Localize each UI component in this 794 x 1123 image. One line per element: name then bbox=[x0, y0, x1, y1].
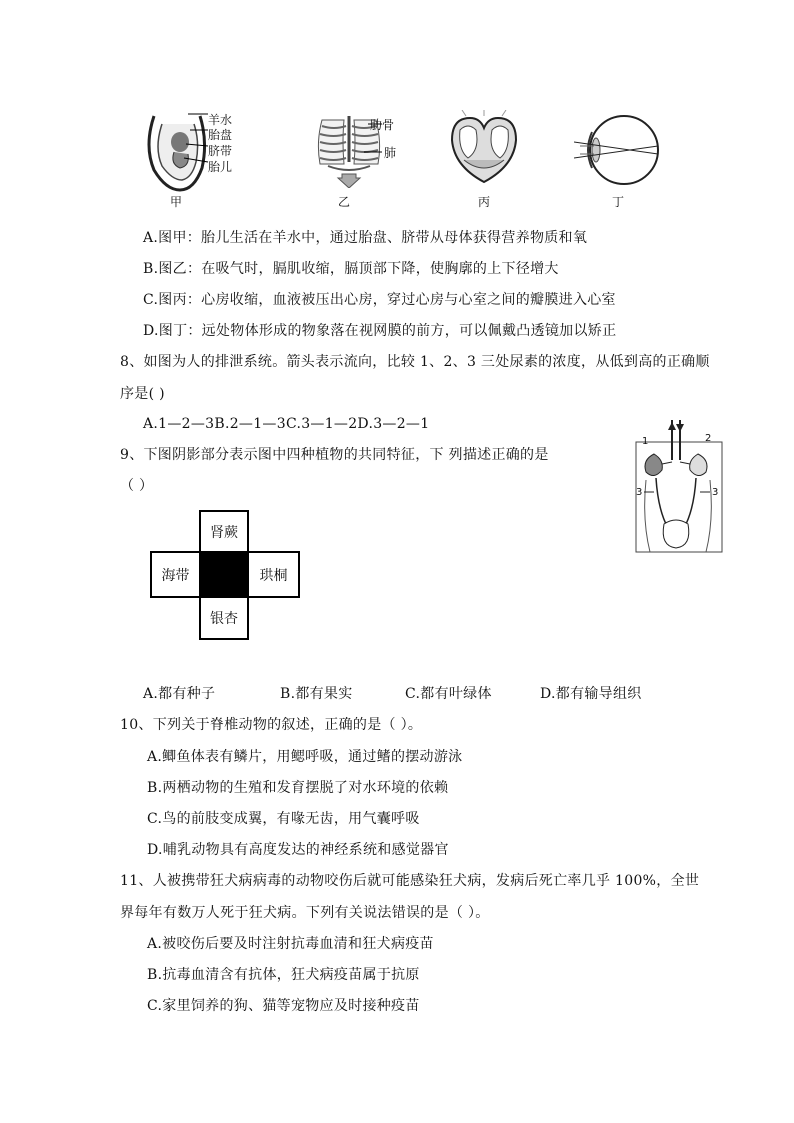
q11-stem-line1: 11、人被携带狂犬病病毒的动物咬伤后就可能感染狂犬病，发病后死亡率几乎 100%，全世 bbox=[120, 873, 700, 889]
label-ribs: 肋骨 bbox=[370, 118, 395, 132]
q10-option-a: A.鲫鱼体表有鳞片，用鳃呼吸，通过鳍的摆动游泳 bbox=[147, 749, 463, 765]
label-1: 1 bbox=[642, 436, 649, 447]
label-placenta: 胎盘 bbox=[208, 128, 233, 142]
caption-bing: 丙 bbox=[478, 195, 491, 209]
q10-option-b: B.两栖动物的生殖和发育摆脱了对水环境的依赖 bbox=[147, 780, 449, 796]
label-amniotic-fluid: 羊水 bbox=[208, 113, 233, 127]
label-2: 2 bbox=[705, 433, 712, 444]
q8-stem-line1: 8、如图为人的排泄系统。箭头表示流向，比较 1、2、3 三处尿素的浓度，从低到高的正确顺 bbox=[120, 354, 710, 370]
q11-option-a: A.被咬伤后要及时注射抗毒血清和狂犬病疫苗 bbox=[147, 936, 434, 952]
q11-stem-line2: 界每年有数万人死于狂犬病。下列有关说法错误的是（ ）。 bbox=[120, 905, 490, 921]
q9-option-b: B.都有果实 bbox=[280, 686, 353, 702]
q11-option-b: B.抗毒血清含有抗体，狂犬病疫苗属于抗原 bbox=[147, 967, 420, 983]
caption-jia: 甲 bbox=[170, 195, 183, 209]
plant-box-bottom: 银杏 bbox=[199, 596, 249, 640]
q7-option-b: B.图乙：在吸气时，膈肌收缩，膈顶部下降，使胸廓的上下径增大 bbox=[143, 261, 559, 277]
q7-option-a: A.图甲：胎儿生活在羊水中，通过胎盘、脐带从母体获得营养物质和氧 bbox=[143, 230, 588, 246]
q9-option-c: C.都有叶绿体 bbox=[405, 686, 492, 702]
q8-stem-line2: 序是( ) bbox=[120, 386, 165, 402]
label-umbilical-cord: 脐带 bbox=[208, 144, 233, 158]
q7-option-d: D.图丁：远处物体形成的物象落在视网膜的前方，可以佩戴凸透镜加以矫正 bbox=[143, 323, 617, 339]
caption-yi: 乙 bbox=[338, 195, 351, 209]
label-fetus: 胎儿 bbox=[208, 160, 233, 174]
shaded-common-feature bbox=[199, 551, 249, 598]
q10-option-c: C.鸟的前肢变成翼，有喙无齿，用气囊呼吸 bbox=[147, 811, 420, 827]
q9-stem-line2: （ ） bbox=[120, 478, 154, 494]
q11-option-c: C.家里饲养的狗、猫等宠物应及时接种疫苗 bbox=[147, 998, 420, 1014]
q10-stem: 10、下列关于脊椎动物的叙述，正确的是（ ）。 bbox=[120, 717, 423, 733]
label-lung: 肺 bbox=[384, 146, 397, 160]
caption-ding: 丁 bbox=[612, 195, 625, 209]
q9-option-d: D.都有输导组织 bbox=[540, 686, 642, 702]
q9-option-a: A.都有种子 bbox=[143, 686, 216, 702]
q8-options: A.1—2—3B.2—1—3C.3—1—2D.3—2—1 bbox=[143, 416, 430, 432]
plant-box-left: 海带 bbox=[150, 551, 201, 598]
q7-option-c: C.图丙：心房收缩，血液被压出心房，穿过心房与心室之间的瓣膜进入心室 bbox=[143, 292, 616, 308]
eye-figure bbox=[574, 110, 660, 190]
q9-stem-line1: 9、下图阴影部分表示图中四种植物的共同特征，下 列描述正确的是 bbox=[120, 447, 549, 463]
label-3-right: 3 bbox=[712, 487, 719, 498]
plant-box-right: 珙桐 bbox=[247, 551, 300, 598]
heart-figure bbox=[446, 110, 522, 190]
label-3-left: 3 bbox=[636, 487, 643, 498]
q10-option-d: D.哺乳动物具有高度发达的神经系统和感觉器官 bbox=[147, 842, 449, 858]
plant-box-top: 肾蕨 bbox=[199, 510, 249, 553]
